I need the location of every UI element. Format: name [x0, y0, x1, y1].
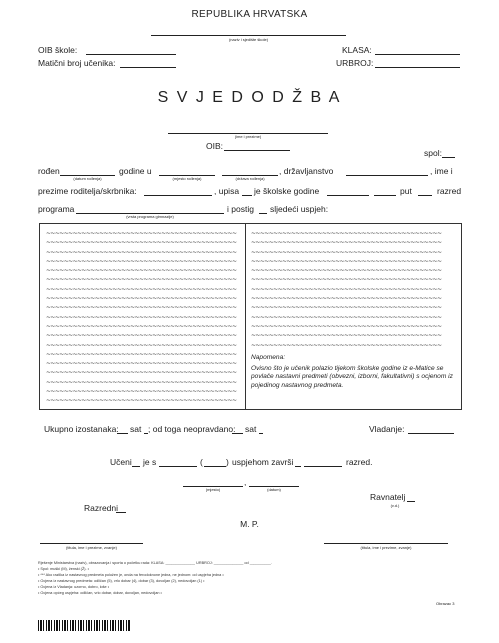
republic-heading: REPUBLIKA HRVATSKA [191, 9, 308, 20]
urbroj-label: URBROJ: [336, 58, 374, 68]
subject-row: ~~~~~~~~~~~~~~~~~~~~~~~~~~~~~~~~~~~~~~~~~~~ [251, 257, 442, 265]
subject-row: ~~~~~~~~~~~~~~~~~~~~~~~~~~~~~~~~~~~~~~~~~~~ [46, 313, 237, 321]
place-caption: (mjesto rođenja) [172, 176, 202, 181]
footnote-1: Rješenje Ministarstva (naziv), obrazovanja i sporta o početku rada: KLASA: ______________ URBROJ: ______________ od __________. [38, 561, 272, 565]
right-signature-caption: (titula, ime i prezime, zvanje) [360, 545, 412, 550]
name-caption: (ime i prezime) [234, 134, 262, 139]
subject-row: ~~~~~~~~~~~~~~~~~~~~~~~~~~~~~~~~~~~~~~~~~~~ [46, 360, 237, 368]
klasa-label: KLASA: [342, 45, 372, 55]
footnotes [38, 560, 272, 596]
result-student-label: Učeni [110, 457, 132, 467]
subject-row: ~~~~~~~~~~~~~~~~~~~~~~~~~~~~~~~~~~~~~~~~~~~ [251, 341, 442, 349]
hours2-suffix-field[interactable] [259, 433, 263, 434]
note-text: Ovisno što je učenik polazio tijekom školske godine iz e-Matice se povlače nastavni predmeti (obvezni, izborni, fakultativni) s ocjenom iz pojedinog nastavnog predmeta. [251, 364, 453, 389]
school-caption: (naziv i sjedište škole) [228, 37, 269, 42]
hours-label: sat [130, 424, 142, 434]
school-year-field-2[interactable] [374, 195, 396, 196]
student-reg-field[interactable] [120, 67, 176, 68]
citizenship-field[interactable] [346, 175, 428, 176]
success-label: sljedeći uspjeh: [270, 204, 329, 214]
program-caption: (vrsta programa gimnazije) [126, 214, 174, 219]
born-label: rođen [38, 166, 60, 176]
note-title: Napomena: [251, 354, 286, 361]
is-with-label: je s [143, 457, 157, 467]
school-year-label: je školske godine [254, 186, 320, 196]
conduct-label: Vladanje: [369, 424, 405, 434]
grade-word-label: razred. [346, 457, 373, 467]
subjects-right-column [251, 229, 456, 353]
class-teacher-suffix[interactable] [116, 512, 126, 513]
subject-row: ~~~~~~~~~~~~~~~~~~~~~~~~~~~~~~~~~~~~~~~~~~~ [46, 350, 237, 358]
oib-school-label: OIB škole: [38, 45, 78, 55]
subject-row: ~~~~~~~~~~~~~~~~~~~~~~~~~~~~~~~~~~~~~~~~~~~ [251, 248, 442, 256]
oib-school-field[interactable] [86, 54, 176, 55]
table-divider [245, 224, 246, 409]
subject-row: ~~~~~~~~~~~~~~~~~~~~~~~~~~~~~~~~~~~~~~~~~~~ [46, 332, 237, 340]
program-label: programa [38, 204, 75, 214]
unexcused-field[interactable] [232, 433, 243, 434]
school-year-field[interactable] [327, 195, 369, 196]
oib-label: OIB: [206, 141, 224, 151]
absences-total-field[interactable] [117, 433, 128, 434]
subject-row: ~~~~~~~~~~~~~~~~~~~~~~~~~~~~~~~~~~~~~~~~~~~ [251, 239, 442, 247]
footnote-4: • Ocjena iz nastavnog predmeta: odličan (5), vrlo dobar (4), dobar (3), dovoljan (2), nedovoljan (1) • [38, 579, 205, 583]
times-field[interactable] [418, 195, 432, 196]
subject-row: ~~~~~~~~~~~~~~~~~~~~~~~~~~~~~~~~~~~~~~~~~~~ [251, 276, 442, 284]
parents-field[interactable] [144, 195, 212, 196]
document-title: S V J E D O D Ž B A [157, 89, 342, 106]
paren-close: ) [226, 457, 229, 467]
date-caption-sig: (datum) [267, 487, 281, 492]
absences-label: Ukupno izostanaka: [44, 424, 119, 434]
barcode [38, 620, 130, 631]
principal-caption: (v.d.) [390, 503, 400, 508]
success-word-field[interactable] [159, 466, 197, 467]
birth-date-caption: (datum rođenja) [73, 176, 102, 181]
comma: , [244, 477, 247, 487]
student-reg-label: Matični broj učenika: [38, 58, 116, 68]
grade-number-field[interactable] [304, 466, 342, 467]
subject-row: ~~~~~~~~~~~~~~~~~~~~~~~~~~~~~~~~~~~~~~~~~~~ [251, 304, 442, 312]
subject-row: ~~~~~~~~~~~~~~~~~~~~~~~~~~~~~~~~~~~~~~~~~~~ [46, 322, 237, 330]
sex-label: spol: [424, 148, 442, 158]
class-teacher-signature[interactable] [40, 543, 143, 544]
subject-row: ~~~~~~~~~~~~~~~~~~~~~~~~~~~~~~~~~~~~~~~~~~~ [46, 276, 237, 284]
subject-row: ~~~~~~~~~~~~~~~~~~~~~~~~~~~~~~~~~~~~~~~~~~~ [46, 341, 237, 349]
unexcused-label: ; od toga neopravdano: [148, 424, 236, 434]
note-block [251, 354, 457, 390]
footnote-5: • Ocjena iz Vladanja: uzorno, dobro, loše • [38, 585, 110, 589]
times-label: put [400, 186, 412, 196]
subject-row: ~~~~~~~~~~~~~~~~~~~~~~~~~~~~~~~~~~~~~~~~~~~ [251, 313, 442, 321]
subject-row: ~~~~~~~~~~~~~~~~~~~~~~~~~~~~~~~~~~~~~~~~~~~ [46, 304, 237, 312]
conduct-field[interactable] [408, 433, 454, 434]
school-name-line[interactable] [151, 35, 346, 36]
paren-open: ( [200, 457, 203, 467]
parents-label: prezime roditelja/skrbnika: [38, 186, 137, 196]
footnote-2: • Spol: muški (M), ženski (Ž). • [38, 567, 89, 571]
name-tail-label: , ime i [430, 166, 453, 176]
citizenship-label: , državljanstvo [279, 166, 334, 176]
subject-row: ~~~~~~~~~~~~~~~~~~~~~~~~~~~~~~~~~~~~~~~~~~~ [251, 322, 442, 330]
achieved-label: i postig [227, 204, 254, 214]
subject-row: ~~~~~~~~~~~~~~~~~~~~~~~~~~~~~~~~~~~~~~~~~~~ [251, 295, 442, 303]
klasa-field[interactable] [375, 54, 460, 55]
subject-row: ~~~~~~~~~~~~~~~~~~~~~~~~~~~~~~~~~~~~~~~~~~~ [46, 378, 237, 386]
footnote-6: • Ocjena općeg uspjeha: odličan, vrlo dobar, dobar, dovoljan, nedovoljan • [38, 591, 162, 595]
place-caption-sig: (mjesto) [205, 487, 221, 492]
enrolled-suffix-field[interactable] [242, 195, 252, 196]
hours2-label: sat [245, 424, 257, 434]
principal-signature[interactable] [324, 543, 448, 544]
achieved-suffix-field[interactable] [259, 213, 267, 214]
principal-label: Ravnatelj [370, 492, 406, 502]
left-signature-caption: (titula, ime i prezime, zvanje) [66, 545, 117, 550]
oib-field[interactable] [224, 150, 290, 151]
success-grade-field[interactable] [204, 466, 226, 467]
passed-suffix-field[interactable] [295, 466, 301, 467]
footnote-3: • *** Ako razlika iz nastavnog predmeta položen je, onda na ferodoknone jedna, ne jednom: od uspjeha jedna • [38, 573, 224, 577]
sex-field[interactable] [442, 157, 455, 158]
subjects-left-column [46, 229, 240, 405]
subject-row: ~~~~~~~~~~~~~~~~~~~~~~~~~~~~~~~~~~~~~~~~~~~ [251, 285, 442, 293]
subject-row: ~~~~~~~~~~~~~~~~~~~~~~~~~~~~~~~~~~~~~~~~~~~ [251, 332, 442, 340]
subject-row: ~~~~~~~~~~~~~~~~~~~~~~~~~~~~~~~~~~~~~~~~~~~ [46, 397, 237, 405]
subject-row: ~~~~~~~~~~~~~~~~~~~~~~~~~~~~~~~~~~~~~~~~~~~ [46, 248, 237, 256]
form-code: Obrazac 3 [436, 601, 455, 606]
country-caption: (država rođenja) [235, 176, 265, 181]
passed-label: uspjehom završi [232, 457, 294, 467]
subject-row: ~~~~~~~~~~~~~~~~~~~~~~~~~~~~~~~~~~~~~~~~~~~ [46, 285, 237, 293]
subject-row: ~~~~~~~~~~~~~~~~~~~~~~~~~~~~~~~~~~~~~~~~~~~ [46, 295, 237, 303]
subject-row: ~~~~~~~~~~~~~~~~~~~~~~~~~~~~~~~~~~~~~~~~~~~ [46, 267, 237, 275]
subject-row: ~~~~~~~~~~~~~~~~~~~~~~~~~~~~~~~~~~~~~~~~~~~ [46, 388, 237, 396]
subject-row: ~~~~~~~~~~~~~~~~~~~~~~~~~~~~~~~~~~~~~~~~~~~ [251, 267, 442, 275]
year-in-label: godine u [119, 166, 152, 176]
subject-row: ~~~~~~~~~~~~~~~~~~~~~~~~~~~~~~~~~~~~~~~~~~~ [46, 239, 237, 247]
seal-label: M. P. [240, 519, 259, 529]
result-student-suffix[interactable] [132, 466, 140, 467]
subject-row: ~~~~~~~~~~~~~~~~~~~~~~~~~~~~~~~~~~~~~~~~~~~ [46, 257, 237, 265]
urbroj-field[interactable] [375, 67, 460, 68]
principal-suffix[interactable] [407, 501, 415, 502]
subject-row: ~~~~~~~~~~~~~~~~~~~~~~~~~~~~~~~~~~~~~~~~~~~ [251, 230, 442, 237]
subject-row: ~~~~~~~~~~~~~~~~~~~~~~~~~~~~~~~~~~~~~~~~~~~ [46, 230, 237, 237]
grade-label: razred [437, 186, 462, 196]
class-teacher-label: Razredni [84, 503, 119, 513]
grades-table [39, 223, 462, 410]
subject-row: ~~~~~~~~~~~~~~~~~~~~~~~~~~~~~~~~~~~~~~~~~~~ [46, 369, 237, 377]
enrolled-label: , upisa [214, 186, 240, 196]
